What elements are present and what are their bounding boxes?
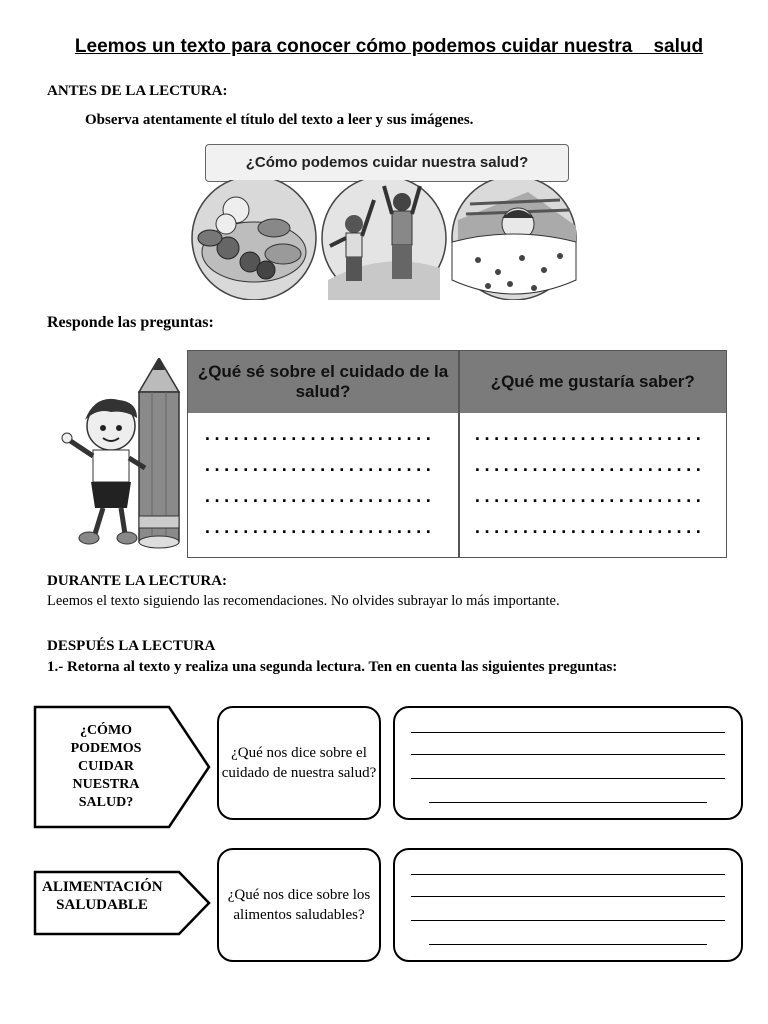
dot-line: ........................	[202, 426, 433, 446]
dot-line: ........................	[472, 457, 703, 477]
answer-line	[411, 896, 725, 897]
answer-line	[411, 874, 725, 875]
answer-line	[429, 802, 707, 803]
responde-heading: Responde las preguntas:	[47, 314, 214, 331]
food-illustration	[192, 180, 316, 300]
exercise-illustration	[322, 180, 446, 300]
page-title: Leemos un texto para conocer cómo podemos cuidar nuestra salud	[74, 36, 704, 57]
dot-line: ........................	[202, 519, 433, 539]
health-illustrations	[188, 180, 580, 300]
despues-instruction: 1.- Retorna al texto y realiza una segunda lectura. Ten en cuenta las siguientes preguntas:	[47, 659, 618, 675]
answer-box-1[interactable]	[393, 706, 743, 820]
topic-label-2: ALIMENTACIÓN SALUDABLE	[42, 879, 163, 913]
col2-answer-lines[interactable]	[472, 421, 702, 545]
antes-instruction: Observa atentamente el título del texto a leer y sus imágenes.	[85, 112, 474, 128]
column-divider	[458, 351, 460, 557]
answer-line	[411, 754, 725, 755]
antes-heading: ANTES DE LA LECTURA:	[47, 83, 228, 99]
question-box-2: ¿Qué nos dice sobre los alimentos saludables?	[217, 848, 381, 962]
col2-header: ¿Qué me gustaría saber?	[460, 351, 727, 413]
questions-table	[187, 350, 727, 558]
dot-line: ........................	[472, 488, 703, 508]
despues-heading: DESPUÉS LA LECTURA	[47, 638, 216, 654]
col1-answer-lines[interactable]	[202, 421, 432, 545]
answer-line	[429, 944, 707, 945]
answer-line	[411, 732, 725, 733]
dot-line: ........................	[202, 457, 433, 477]
col1-header: ¿Qué sé sobre el cuidado de la salud?	[188, 351, 458, 413]
topic-label-1: ¿CÓMO PODEMOS CUIDAR NUESTRA SALUD?	[70, 723, 142, 810]
question-box-1: ¿Qué nos dice sobre el cuidado de nuestra salud?	[217, 706, 381, 820]
answer-box-2[interactable]	[393, 848, 743, 962]
answer-line	[411, 778, 725, 779]
dot-line: ........................	[202, 488, 433, 508]
durante-text: Leemos el texto siguiendo las recomendaciones. No olvides subrayar lo más importante.	[47, 593, 560, 609]
sleeping-illustration	[452, 180, 576, 300]
dot-line: ........................	[472, 519, 703, 539]
durante-heading: DURANTE LA LECTURA:	[47, 573, 228, 589]
dot-line: ........................	[472, 426, 703, 446]
answer-line	[411, 920, 725, 921]
title-banner: ¿Cómo podemos cuidar nuestra salud?	[205, 144, 569, 182]
child-pencil-illustration	[55, 358, 187, 550]
